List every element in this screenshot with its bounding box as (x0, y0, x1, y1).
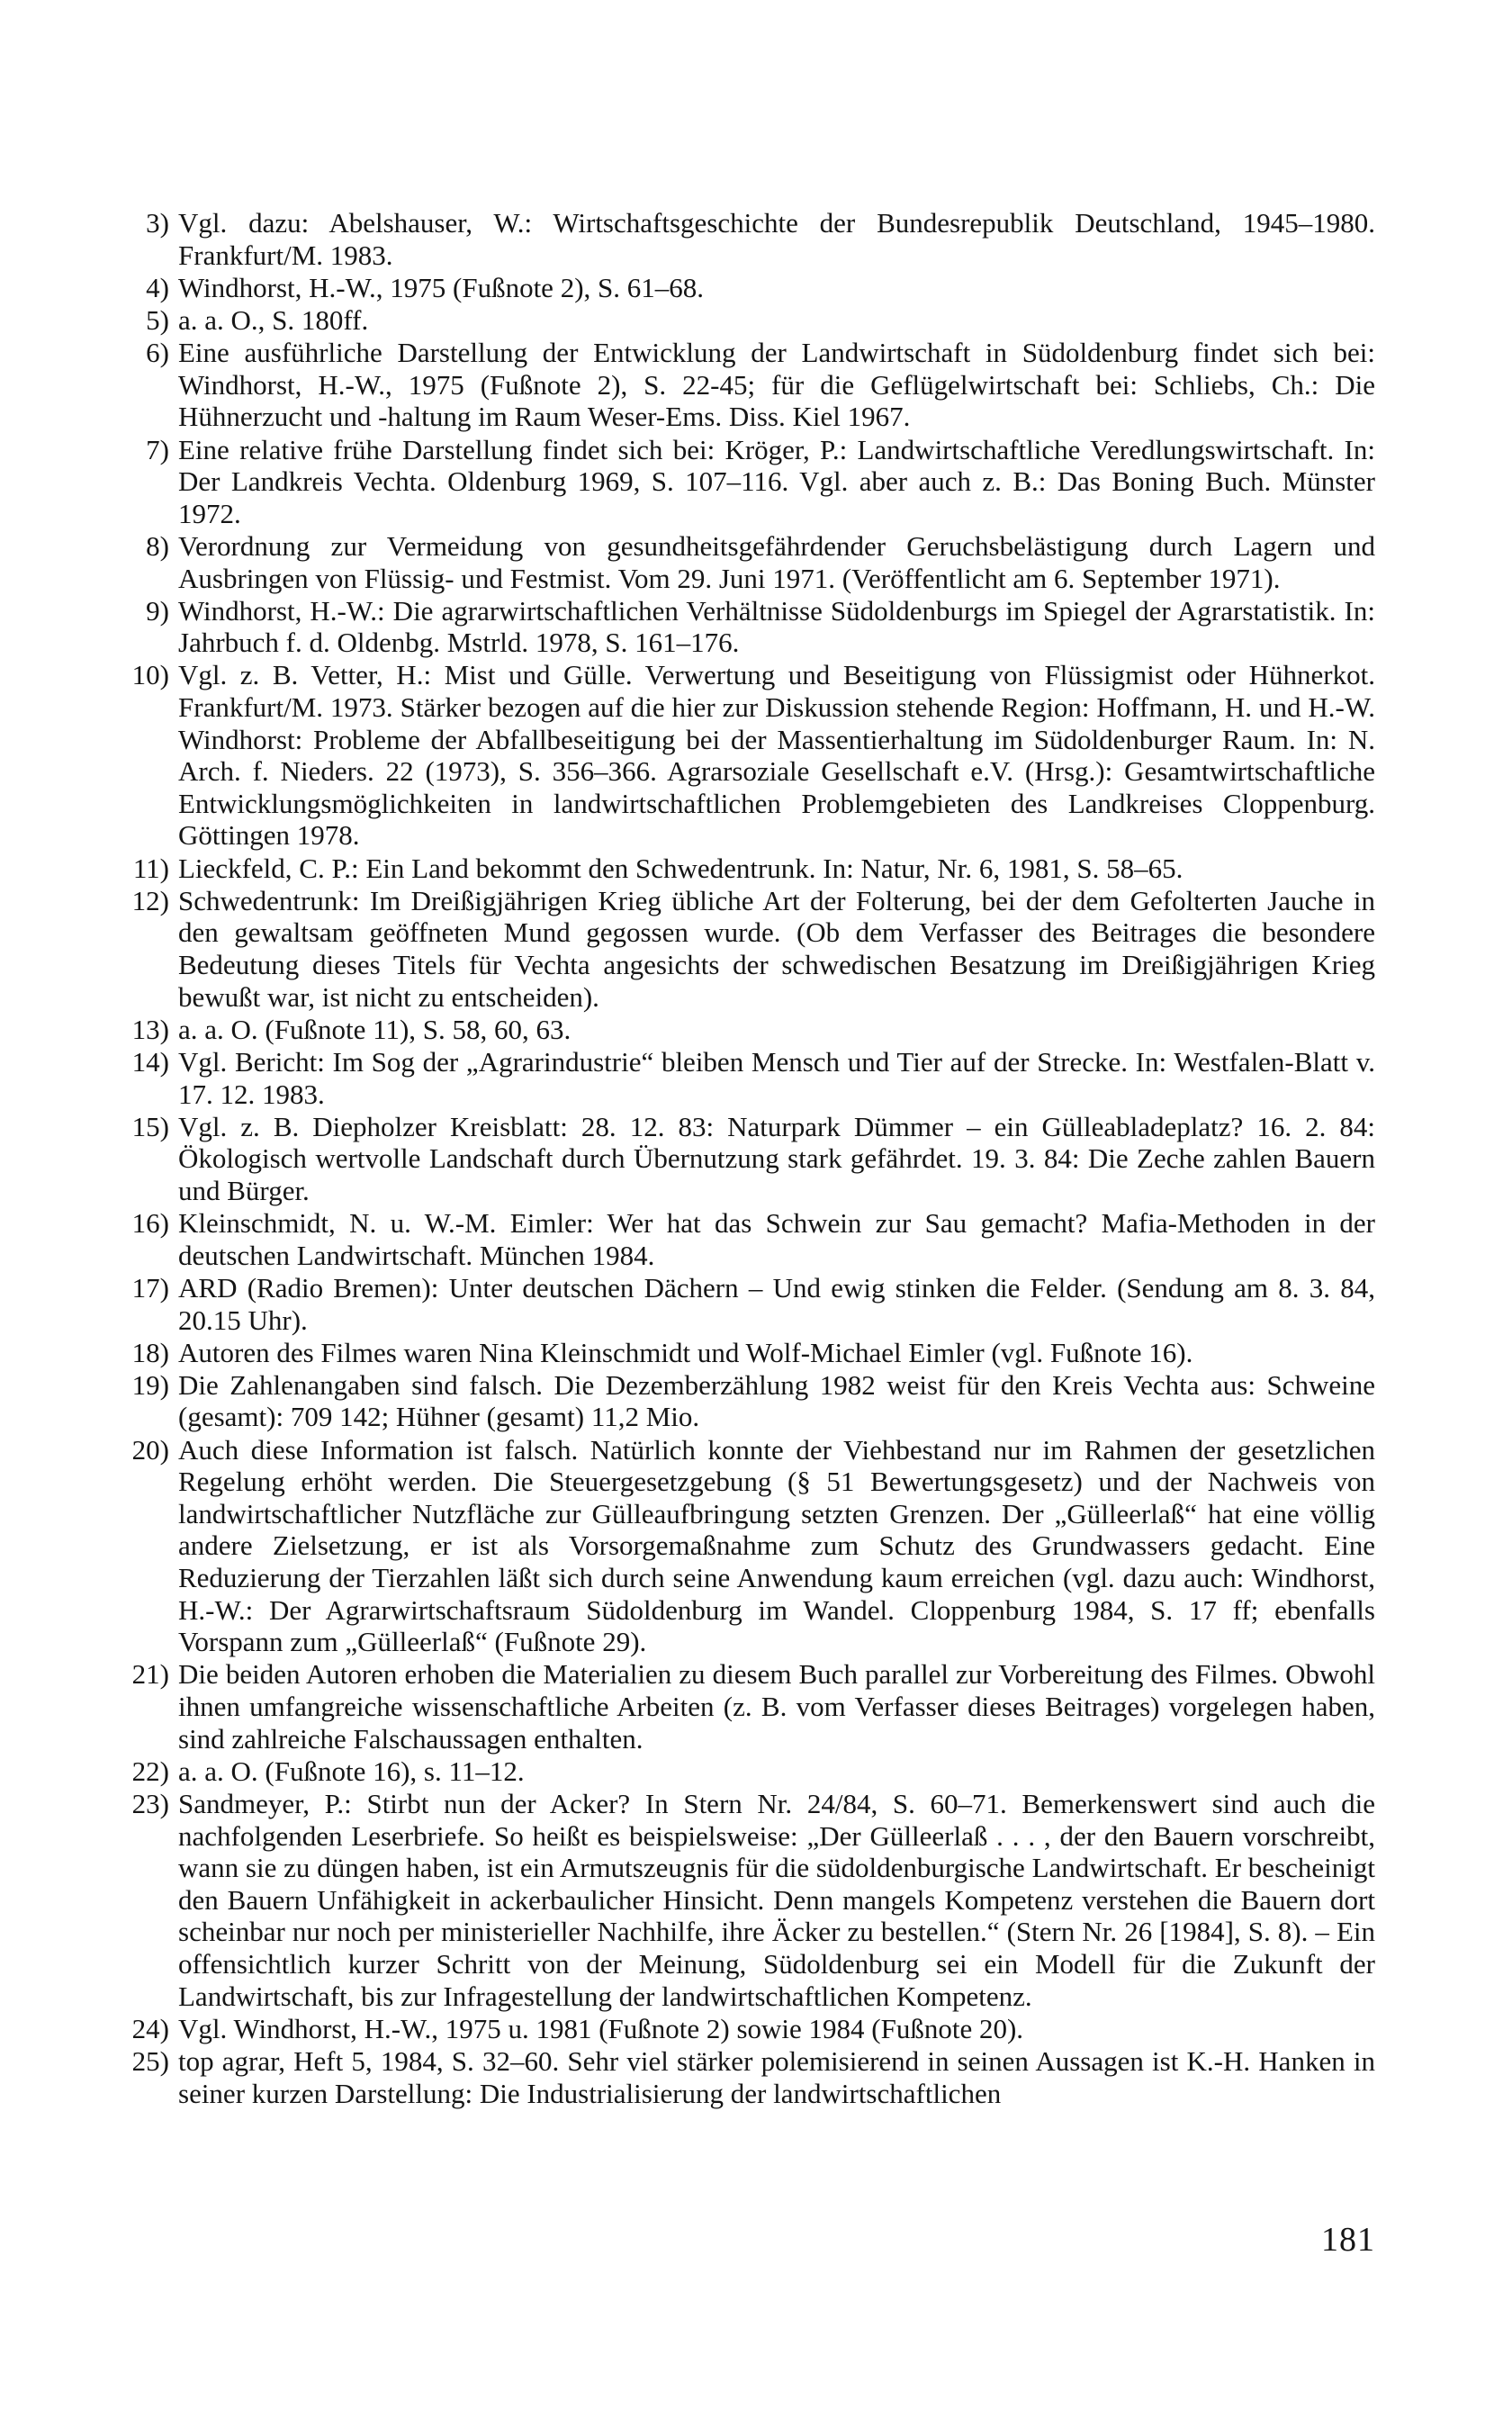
footnote-text: Windhorst, H.-W., 1975 (Fußnote 2), S. 61–68. (178, 271, 705, 303)
footnote-item (124, 207, 1375, 271)
footnote-number: 4) (146, 271, 169, 303)
footnote-number: 18) (131, 1336, 169, 1368)
footnote-number: 24) (131, 2012, 169, 2044)
footnote-text: Kleinschmidt, N. u. W.-M. Eimler: Wer hat das Schwein zur Sau gemacht? Mafia-Methoden in der deutschen Landwirtschaft. München 1984. (178, 1207, 1375, 1271)
footnote-item (124, 1207, 1375, 1271)
footnote-item (124, 1272, 1375, 1336)
footnote-number: 25) (131, 2044, 169, 2077)
footnote-text: Die beiden Autoren erhoben die Materialien zu diesem Buch parallel zur Vorbereitung des Filmes. Obwohl ihnen umfangreiche wissenschaftliche Arbeiten (z. B. vom Verfasser dieses Beitrages) vorgelegen haben, sind zahlreiche Falschaussagen enthalten. (178, 1658, 1375, 1755)
footnote-item (124, 530, 1375, 594)
footnote-text: a. a. O., S. 180ff. (178, 303, 369, 336)
footnote-number: 13) (131, 1013, 169, 1045)
footnote-number: 11) (132, 852, 169, 884)
footnote-text: top agrar, Heft 5, 1984, S. 32–60. Sehr viel stärker polemisierend in seinen Aussagen ist K.-H. Hanken in seiner kurzen Darstellung: Die Industrialisierung der landwirtschaftlichen (178, 2044, 1375, 2109)
footnote-number: 5) (146, 303, 169, 336)
page-number: 181 (1321, 2221, 1375, 2259)
footnote-item (124, 2045, 1375, 2109)
footnote-text: Vgl. z. B. Diepholzer Kreisblatt: 28. 12. 83: Naturpark Dümmer – ein Gülleabladeplatz? 16. 2. 84: Ökologisch wertvolle Landschaft durch Übernutzung stark gefährdet. 19. 3. 84: Die Zeche zahlen Bauern und Bürger. (178, 1110, 1375, 1206)
footnote-text: ARD (Radio Bremen): Unter deutschen Dächern – Und ewig stinken die Felder. (Sendung am 8. 3. 84, 20.15 Uhr). (178, 1271, 1375, 1336)
footnote-item (124, 2013, 1375, 2045)
footnote-item (124, 1755, 1375, 1788)
footnote-number: 19) (131, 1368, 169, 1401)
footnote-item (124, 1014, 1375, 1046)
footnote-item (124, 853, 1375, 885)
footnote-number: 15) (131, 1110, 169, 1142)
footnote-text: Die Zahlenangaben sind falsch. Die Dezemberzählung 1982 weist für den Kreis Vechta aus: Schweine (gesamt): 709 142; Hühner (gesamt) 11,2 Mio. (178, 1368, 1375, 1433)
footnote-item (124, 1337, 1375, 1369)
footnote-item (124, 1788, 1375, 2012)
footnote-text: Eine ausführliche Darstellung der Entwicklung der Landwirtschaft in Südoldenburg findet sich bei: Windhorst, H.-W., 1975 (Fußnote 2), S. 22-45; für die Geflügelwirtschaft bei: Schliebs, Ch.: Die Hühnerzucht und -haltung im Raum Weser-Ems. Diss. Kiel 1967. (178, 337, 1375, 433)
footnote-item (124, 1369, 1375, 1433)
footnote-number: 12) (131, 884, 169, 916)
footnote-text: Schwedentrunk: Im Dreißigjährigen Krieg übliche Art der Folterung, bei der dem Gefolterten Jauche in den gewaltsam geöffneten Mund gegossen wurde. (Ob dem Verfasser des Beitrages die besondere Bedeutung dieses Titels für Vechta angesichts der schwedischen Besatzung im Dreißigjährigen Krieg bewußt war, ist nicht zu entscheiden). (178, 884, 1375, 1013)
footnote-number: 9) (146, 594, 169, 627)
footnote-number: 23) (131, 1787, 169, 1819)
footnote-item (124, 1434, 1375, 1658)
footnote-text: Verordnung zur Vermeidung von gesundheitsgefährdender Geruchsbelästigung durch Lagern und Ausbringen von Flüssig- und Festmist. Vom 29. Juni 1971. (Veröffentlicht am 6. September 1971). (178, 529, 1375, 594)
footnote-number: 10) (131, 659, 169, 691)
footnote-number: 17) (131, 1271, 169, 1304)
footnote-text: Autoren des Filmes waren Nina Kleinschmidt und Wolf-Michael Eimler (vgl. Fußnote 16). (178, 1336, 1193, 1368)
footnote-item (124, 1658, 1375, 1755)
footnote-number: 20) (131, 1433, 169, 1466)
footnote-item (124, 272, 1375, 304)
footnote-text: Vgl. Bericht: Im Sog der „Agrarindustrie“ bleiben Mensch und Tier auf der Strecke. In: Westfalen-Blatt v. 17. 12. 1983. (178, 1045, 1375, 1110)
footnote-text: a. a. O. (Fußnote 16), s. 11–12. (178, 1755, 525, 1787)
footnote-text: Vgl. z. B. Vetter, H.: Mist und Gülle. Verwertung und Beseitigung von Flüssigmist oder Hühnerkot. Frankfurt/M. 1973. Stärker bezogen auf die hier zur Diskussion stehende Region: Hoffmann, H. und H.-W. Windhorst: Probleme der Abfallbeseitigung bei der Massentierhaltung im Südoldenburger Raum. In: N. Arch. f. Nieders. 22 (1973), S. 356–366. Agrarsoziale Gesellschaft e.V. (Hrsg.): Gesamtwirtschaftliche Entwicklungsmöglichkeiten in landwirtschaftlichen Problemgebieten des Landkreises Cloppenburg. Göttingen 1978. (178, 659, 1375, 852)
footnote-text: Auch diese Information ist falsch. Natürlich konnte der Viehbestand nur im Rahmen der gesetzlichen Regelung erhöht werden. Die Steuergesetzgebung (§ 51 Bewertungsgesetz) und der Nachweis von landwirtschaftlicher Nutzfläche zur Gülleaufbringung setzten Grenzen. Der „Gülleerlaß“ hat eine völlig andere Zielsetzung, er ist als Vorsorgemaßnahme zum Schutz des Grundwassers gedacht. Eine Reduzierung der Tierzahlen läßt sich durch seine Anwendung kaum erreichen (vgl. dazu auch: Windhorst, H.-W.: Der Agrarwirtschaftsraum Südoldenburg im Wandel. Cloppenburg 1984, S. 17 ff; ebenfalls Vorspann zum „Gülleerlaß“ (Fußnote 29). (178, 1433, 1375, 1658)
footnote-item (124, 595, 1375, 659)
footnote-list (124, 207, 1375, 2110)
footnote-item (124, 337, 1375, 433)
footnote-number: 3) (146, 207, 169, 239)
footnote-number: 14) (131, 1045, 169, 1078)
footnote-text: Windhorst, H.-W.: Die agrarwirtschaftlichen Verhältnisse Südoldenburgs im Spiegel der Agrarstatistik. In: Jahrbuch f. d. Oldenbg. Mstrld. 1978, S. 161–176. (178, 594, 1375, 659)
footnote-item (124, 1111, 1375, 1207)
footnote-item (124, 1046, 1375, 1110)
footnote-text: Eine relative frühe Darstellung findet sich bei: Kröger, P.: Landwirtschaftliche Veredlungswirtschaft. In: Der Landkreis Vechta. Oldenburg 1969, S. 107–116. Vgl. aber auch z. B.: Das Boning Buch. Münster 1972. (178, 433, 1375, 529)
footnote-number: 6) (146, 337, 169, 369)
footnote-number: 8) (146, 529, 169, 562)
footnote-text: Lieckfeld, C. P.: Ein Land bekommt den Schwedentrunk. In: Natur, Nr. 6, 1981, S. 58–65. (178, 852, 1184, 884)
footnote-text: Vgl. Windhorst, H.-W., 1975 u. 1981 (Fußnote 2) sowie 1984 (Fußnote 20). (178, 2012, 1024, 2044)
footnote-text: a. a. O. (Fußnote 11), S. 58, 60, 63. (178, 1013, 572, 1045)
footnote-number: 21) (131, 1658, 169, 1691)
footnote-text: Vgl. dazu: Abelshauser, W.: Wirtschaftsgeschichte der Bundesrepublik Deutschland, 1945–1980. Frankfurt/M. 1983. (178, 207, 1375, 271)
footnote-number: 22) (131, 1755, 169, 1787)
footnote-item (124, 885, 1375, 1013)
footnote-item (124, 434, 1375, 530)
footnote-number: 7) (146, 433, 169, 465)
footnote-item (124, 304, 1375, 337)
footnote-text: Sandmeyer, P.: Stirbt nun der Acker? In Stern Nr. 24/84, S. 60–71. Bemerkenswert sind auch die nachfolgenden Leserbriefe. So heißt es beispielsweise: „Der Gülleerlaß . . . , der den Bauern vorschreibt, wann sie zu düngen haben, ist ein Armutszeugnis für die südoldenburgische Landwirtschaft. Er bescheinigt den Bauern Unfähigkeit in ackerbaulicher Hinsicht. Denn mangels Kompetenz verstehen die Bauern dort scheinbar nur noch per ministerieller Nachhilfe, ihre Äcker zu bestellen.“ (Stern Nr. 26 [1984], S. 8). – Ein offensichtlich kurzer Schritt von der Meinung, Südoldenburg sei ein Modell für die Zukunft der Landwirtschaft, bis zur Infragestellung der landwirtschaftlichen Kompetenz. (178, 1787, 1375, 2012)
footnote-item (124, 659, 1375, 852)
footnote-number: 16) (131, 1207, 169, 1240)
